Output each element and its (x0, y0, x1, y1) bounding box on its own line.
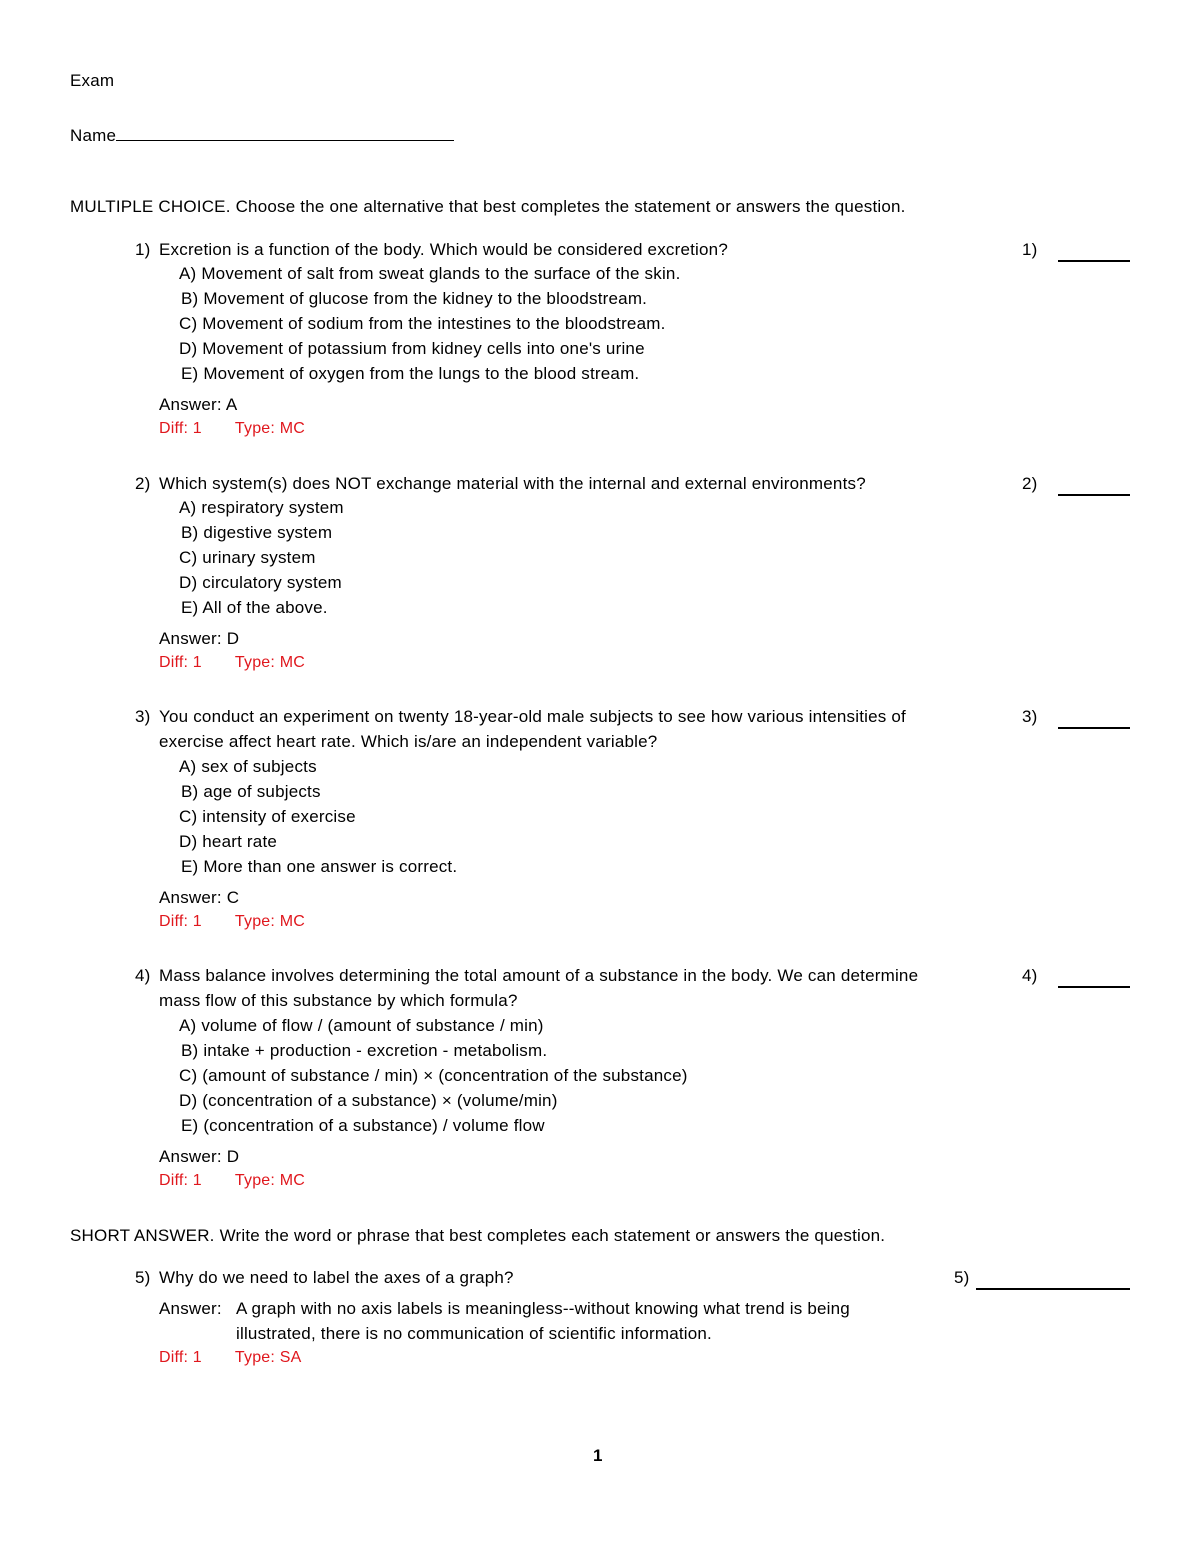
question-1-right-number: 1) (1022, 240, 1038, 259)
sa-heading-label: SHORT ANSWER. (70, 1226, 215, 1245)
question-4-text-line-2: mass flow of this substance by which formula? (159, 991, 518, 1010)
question-2-option-a: A) respiratory system (179, 498, 344, 517)
question-4-answer (159, 1147, 239, 1167)
answer-label: Answer: (159, 1147, 222, 1166)
question-2-option-d: D) circulatory system (179, 573, 342, 592)
question-2-option-e: E) All of the above. (181, 598, 328, 617)
question-5-answer-blank[interactable] (976, 1288, 1130, 1290)
question-5-number: 5) (135, 1268, 151, 1287)
type-label: Type: MC (234, 420, 305, 437)
question-3-option-a: A) sex of subjects (179, 757, 317, 776)
question-3-right-number: 3) (1022, 707, 1038, 726)
question-1-answer (159, 395, 237, 415)
answer-value: D (226, 629, 240, 648)
answer-value: A (225, 395, 238, 414)
question-4-option-a: A) volume of flow / (amount of substance / min) (179, 1016, 544, 1035)
question-1-option-a: A) Movement of salt from sweat glands to the surface of the skin. (179, 264, 681, 283)
question-3-answer (159, 888, 239, 908)
question-1-option-e: E) Movement of oxygen from the lungs to the blood stream. (181, 364, 640, 383)
question-3-option-b: B) age of subjects (181, 782, 321, 801)
diff-label: Diff: 1 (159, 420, 202, 437)
sa-instructions: Write the word or phrase that best completes each statement or answers the question. (219, 1226, 886, 1245)
question-2-number: 2) (135, 474, 151, 493)
type-label: Type: MC (234, 913, 305, 930)
question-3-text-line-1: You conduct an experiment on twenty 18-year-old male subjects to see how various intensities of (159, 707, 906, 726)
type-label: Type: SA (234, 1349, 302, 1366)
question-5-answer-label: Answer: (159, 1299, 222, 1318)
question-2-meta (159, 653, 305, 673)
question-1-meta (159, 419, 305, 439)
question-2-right-number: 2) (1022, 474, 1038, 493)
question-4-meta (159, 1171, 305, 1191)
question-1-number: 1) (135, 240, 151, 259)
question-3-option-e: E) More than one answer is correct. (181, 857, 458, 876)
answer-value: C (226, 888, 240, 907)
question-3-answer-blank[interactable] (1058, 727, 1130, 729)
diff-label: Diff: 1 (159, 1172, 202, 1189)
answer-label: Answer: (159, 888, 222, 907)
diff-label: Diff: 1 (159, 654, 202, 671)
sa-section-heading (70, 1226, 885, 1246)
question-4-option-e: E) (concentration of a substance) / volume flow (181, 1116, 545, 1135)
name-blank[interactable] (116, 122, 454, 141)
question-3-option-d: D) heart rate (179, 832, 278, 851)
question-4-text-line-1: Mass balance involves determining the total amount of a substance in the body. We can determine (159, 966, 919, 985)
question-5-right-number: 5) (954, 1268, 970, 1287)
diff-label: Diff: 1 (159, 913, 202, 930)
question-3-text-line-2: exercise affect heart rate. Which is/are an independent variable? (159, 732, 658, 751)
question-1-option-d: D) Movement of potassium from kidney cells into one's urine (179, 339, 645, 358)
question-2-text: Which system(s) does NOT exchange material with the internal and external environments? (159, 474, 866, 493)
question-5-answer-line-2: illustrated, there is no communication of scientific information. (236, 1324, 712, 1343)
question-3-option-c: C) intensity of exercise (179, 807, 356, 826)
question-4-number: 4) (135, 966, 151, 985)
diff-label: Diff: 1 (159, 1349, 202, 1366)
question-4-right-number: 4) (1022, 966, 1038, 985)
type-label: Type: MC (234, 1172, 305, 1189)
question-2-answer (159, 629, 239, 649)
mc-heading-label: MULTIPLE CHOICE. (70, 197, 231, 216)
question-3-number: 3) (135, 707, 151, 726)
answer-label: Answer: (159, 629, 222, 648)
mc-instructions: Choose the one alternative that best completes the statement or answers the question. (235, 197, 906, 216)
question-3-meta (159, 912, 305, 932)
question-2-answer-blank[interactable] (1058, 494, 1130, 496)
question-2-option-b: B) digestive system (181, 523, 333, 542)
question-4-option-b: B) intake + production - excretion - metabolism. (181, 1041, 548, 1060)
question-2-option-c: C) urinary system (179, 548, 316, 567)
name-field-row (70, 122, 454, 146)
mc-section-heading (70, 197, 906, 217)
question-5-text: Why do we need to label the axes of a graph? (159, 1268, 514, 1287)
type-label: Type: MC (234, 654, 305, 671)
answer-value: D (226, 1147, 240, 1166)
name-label: Name (70, 126, 117, 145)
question-5-answer-line-1: A graph with no axis labels is meaningless--without knowing what trend is being (236, 1299, 850, 1318)
question-1-option-c: C) Movement of sodium from the intestines to the bloodstream. (179, 314, 666, 333)
question-1-answer-blank[interactable] (1058, 260, 1130, 262)
exam-title: Exam (70, 71, 115, 90)
question-4-option-c: C) (amount of substance / min) × (concentration of the substance) (179, 1066, 688, 1085)
question-1-option-b: B) Movement of glucose from the kidney to the bloodstream. (181, 289, 648, 308)
answer-label: Answer: (159, 395, 222, 414)
question-1-text: Excretion is a function of the body. Which would be considered excretion? (159, 240, 728, 259)
page-number: 1 (593, 1446, 603, 1465)
question-4-answer-blank[interactable] (1058, 986, 1130, 988)
question-4-option-d: D) (concentration of a substance) × (volume/min) (179, 1091, 558, 1110)
question-5-meta (159, 1348, 301, 1368)
